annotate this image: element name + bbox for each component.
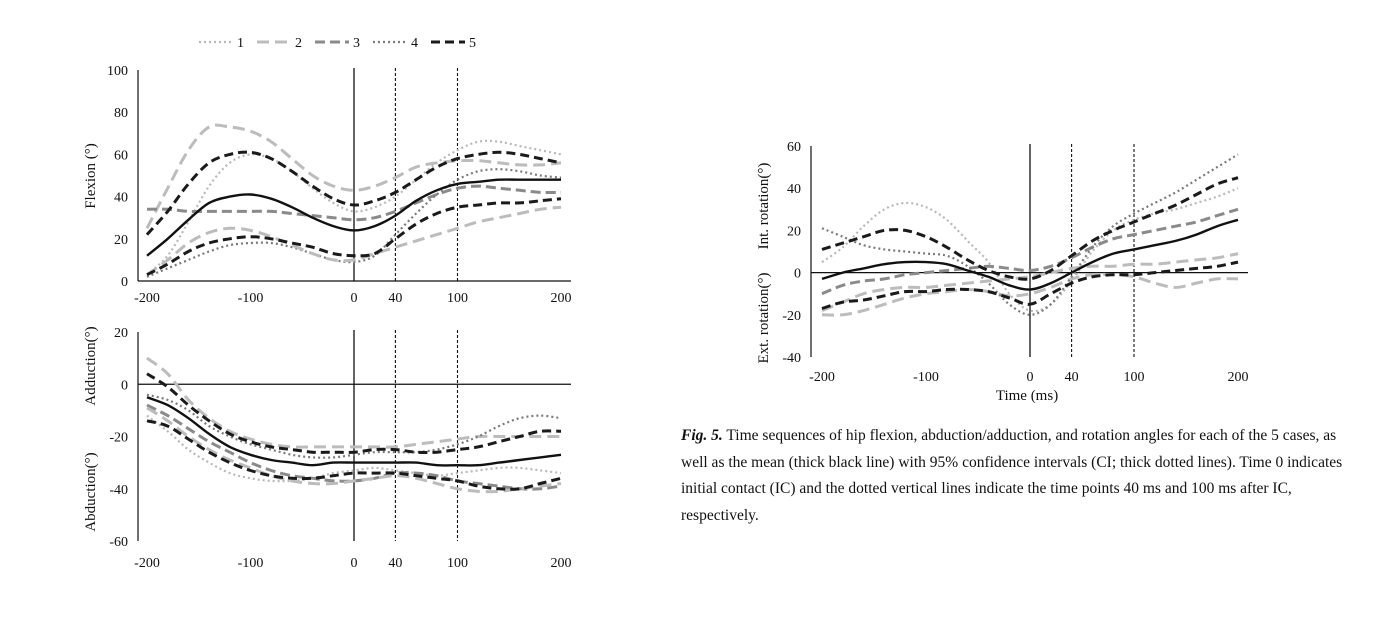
- legend-label-2: 2: [295, 36, 302, 51]
- rotation-x-tick-label: 0: [1026, 370, 1034, 385]
- figure-caption: [681, 423, 1361, 529]
- figure-caption-label: Fig. 5.: [681, 427, 723, 444]
- ext-rotation-y-axis-label: Ext. rotation(°): [756, 272, 772, 364]
- abduction-y-tick-label: -40: [109, 482, 128, 498]
- flexion-chart: [107, 64, 572, 306]
- rotation-x-tick-label: -100: [913, 370, 939, 385]
- flexion-y-tick-label: 80: [114, 106, 128, 122]
- abduction-chart: [109, 326, 571, 571]
- abduction-x-tick-label: 100: [447, 556, 468, 571]
- flexion-x-tick-label: -200: [134, 291, 160, 306]
- flexion-y-tick-label: 0: [121, 275, 128, 290]
- abduction-y-tick-label: 20: [114, 326, 128, 341]
- rotation-y-tick-label: -40: [782, 351, 801, 366]
- rotation-y-tick-label: 60: [787, 140, 801, 155]
- legend-label-3: 3: [353, 36, 360, 51]
- abduction-y-tick-label: -20: [109, 430, 128, 446]
- abduction-x-tick-label: -100: [237, 556, 264, 571]
- flexion-x-tick-label: 100: [447, 291, 468, 306]
- abduction-x-tick-label: -200: [134, 556, 160, 571]
- rotation-x-tick-label: -200: [809, 370, 835, 385]
- rotation-chart: [782, 140, 1248, 385]
- rotation-x-tick-label: 40: [1064, 370, 1079, 385]
- legend-label-1: 1: [237, 36, 244, 51]
- flexion-x-tick-label: 0: [350, 291, 358, 306]
- rotation-x-tick-label: 200: [1227, 370, 1249, 385]
- rotation-y-tick-label: 20: [787, 224, 801, 240]
- rotation-x-tick-label: 100: [1123, 370, 1145, 385]
- flexion-y-tick-label: 60: [114, 148, 128, 164]
- abduction-x-tick-label: 40: [388, 556, 403, 571]
- figure-caption-text: Time sequences of hip flexion, abduction/adduction, and rotation angles for each of the 5 cases, as well as the mean (thick black line) with 95% confidence intervals (CI; thick dotted lines). Time 0 indicates initial contact (IC) and the dotted vertical lines indicate the time points 40 ms and 100 ms after IC, respectively.: [681, 427, 1343, 524]
- rotation-y-tick-label: -20: [782, 308, 801, 324]
- flexion-x-tick-label: -100: [237, 291, 264, 306]
- rotation-y-tick-label: 40: [787, 182, 801, 198]
- abduction-y-tick-label: -60: [109, 535, 128, 550]
- flexion-x-tick-label: 200: [550, 291, 572, 306]
- flexion-y-tick-label: 40: [114, 190, 128, 206]
- adduction-y-axis-label: Adduction(°): [83, 326, 99, 406]
- legend-label-4: 4: [411, 36, 418, 51]
- chart-legend: [199, 36, 476, 51]
- legend-label-5: 5: [469, 36, 476, 51]
- flexion-y-tick-label: 20: [114, 232, 128, 248]
- int-rotation-y-axis-label: Int. rotation(°): [756, 162, 772, 250]
- abduction-x-tick-label: 0: [350, 556, 358, 571]
- rotation-x-axis-label: Time (ms): [995, 388, 1059, 404]
- flexion-y-axis-label: Flexion (°): [83, 143, 99, 209]
- abduction-y-tick-label: 0: [121, 378, 128, 394]
- rotation-y-tick-label: 0: [794, 266, 801, 282]
- flexion-y-tick-label: 100: [107, 64, 128, 79]
- abduction-x-tick-label: 200: [550, 556, 572, 571]
- abduction-y-axis-label: Abduction(°): [83, 452, 99, 532]
- flexion-x-tick-label: 40: [388, 291, 403, 306]
